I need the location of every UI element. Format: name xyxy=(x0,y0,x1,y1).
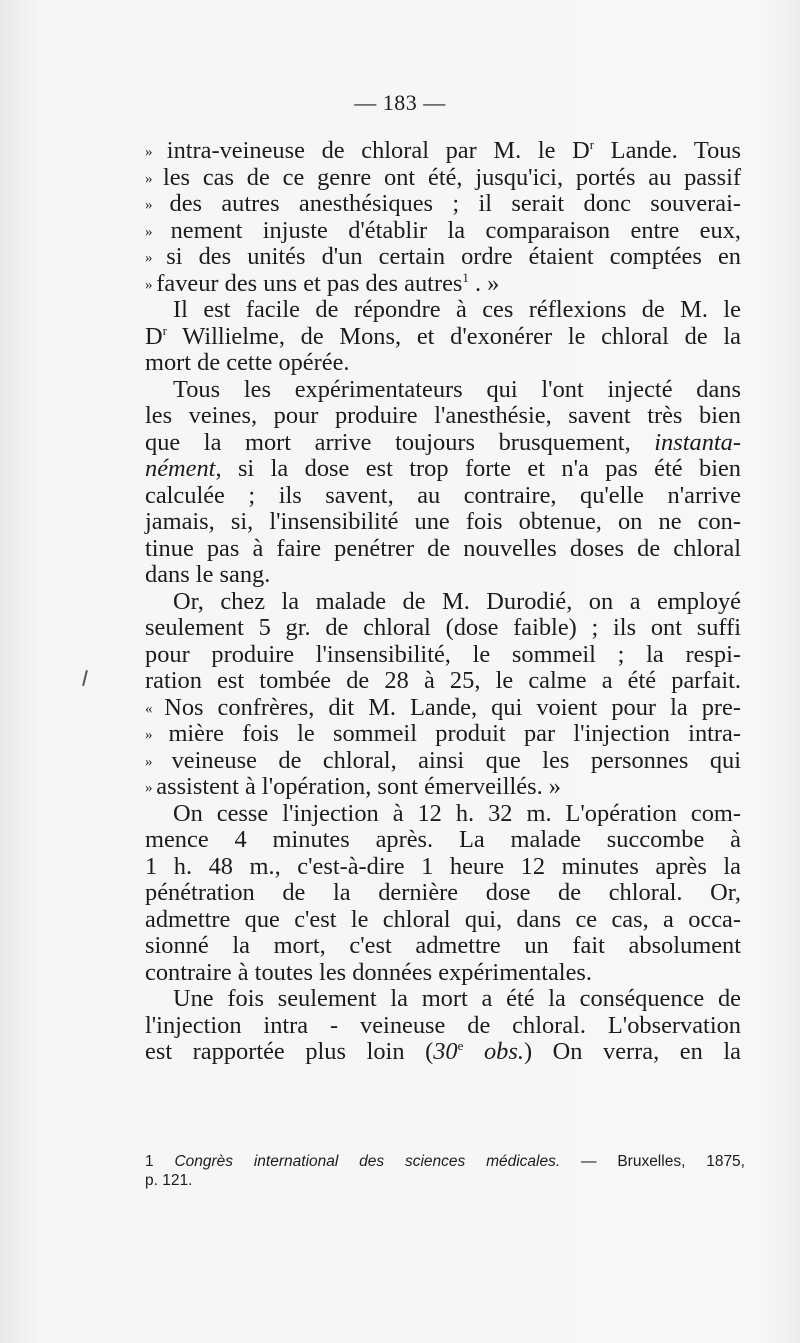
text-line: » faveur des uns et pas des autres$^1$ . » xyxy=(145,269,500,297)
text-line: » des autres anesthésiques ; il serait donc souverai- xyxy=(145,190,742,217)
text-line: mort de cette opérée. xyxy=(145,349,350,376)
text-line: 1 h. 48 m., c'est-à-dire 1 heure 12 minutes après la xyxy=(145,852,741,880)
text-line: Tous les expérimentateurs qui l'ont injecté dans xyxy=(173,375,741,403)
footnote xyxy=(145,1152,745,1190)
text-line: l'injection intra - veineuse de chloral. L'observation xyxy=(145,1011,741,1039)
footnote-line: p. 121. xyxy=(145,1172,193,1189)
text-line: ration est tombée de 28 à 25, le calme a été parfait. xyxy=(145,667,741,694)
body-text xyxy=(145,138,741,1066)
text-line: » les cas de ce genre ont été, jusqu'ici, portés au passif xyxy=(145,163,741,191)
text-line: est rapportée plus loin (30e obs.) On verra, en la xyxy=(145,1037,742,1065)
text-line: pénétration de la dernière dose de chloral. Or, xyxy=(145,879,741,906)
footnote-line: 1 Congrès international des sciences médicales. — Bruxelles, 1875, xyxy=(145,1153,745,1170)
text-line: » veineuse de chloral, ainsi que les personnes qui xyxy=(145,746,742,774)
text-line: » si des unités d'un certain ordre étaient comptées en xyxy=(145,243,741,270)
text-line: » assistent à l'opération, sont émerveillés. » xyxy=(145,773,561,800)
text-line: jamais, si, l'insensibilité une fois obtenue, on ne con- xyxy=(145,508,741,535)
text-line: On cesse l'injection à 12 h. 32 m. L'opération com- xyxy=(173,799,741,827)
text-line: $D^r$ Willielme, de Mons, et d'exonérer le chloral de la xyxy=(145,322,741,350)
text-line: calculée ; ils savent, au contraire, qu'elle n'arrive xyxy=(145,481,741,509)
text-line: nément, si la dose est trop forte et n'a pas été bien xyxy=(145,455,741,482)
text-line: Une fois seulement la mort a été la conséquence de xyxy=(173,985,741,1012)
text-line: mence 4 minutes après. La malade succombe à xyxy=(145,826,741,853)
page-number: — 183 — xyxy=(354,90,446,115)
text-line: tinue pas à faire penétrer de nouvelles doses de chloral xyxy=(145,534,741,562)
text-line: Or, chez la malade de M. Durodié, on a employé xyxy=(173,587,741,615)
text-line: Il est facile de répondre à ces réflexions de M. le xyxy=(173,296,741,323)
text-line: « Nos confrères, dit M. Lande, qui voient pour la pre- xyxy=(145,693,741,721)
footnote-reference: 1 xyxy=(462,269,469,285)
text-line: dans le sang. xyxy=(145,561,271,588)
text-line: sionné la mort, c'est admettre un fait absolument xyxy=(145,932,741,959)
footnote-marker: 1 xyxy=(145,1153,154,1170)
text-line: pour produire l'insensibilité, le sommeil ; la respi- xyxy=(145,640,741,668)
text-line: seulement 5 gr. de chloral (dose faible) ; ils ont suffi xyxy=(145,614,741,641)
text-line: » nement injuste d'établir la comparaison entre eux, xyxy=(145,216,741,244)
text-line: » intra-veineuse de chloral par M. le $D^r$ Lande. Tous xyxy=(145,136,741,164)
text-line: » mière fois le sommeil produit par l'injection intra- xyxy=(145,720,742,747)
text-line: contraire à toutes les données expérimentales. xyxy=(145,958,592,986)
text-line: que la mort arrive toujours brusquement, instanta- xyxy=(145,428,741,456)
stray-pen-mark xyxy=(82,670,87,686)
text-line: admettre que c'est le chloral qui, dans ce cas, a occa- xyxy=(145,905,741,933)
text-line: les veines, pour produire l'anesthésie, savent très bien xyxy=(145,402,741,429)
